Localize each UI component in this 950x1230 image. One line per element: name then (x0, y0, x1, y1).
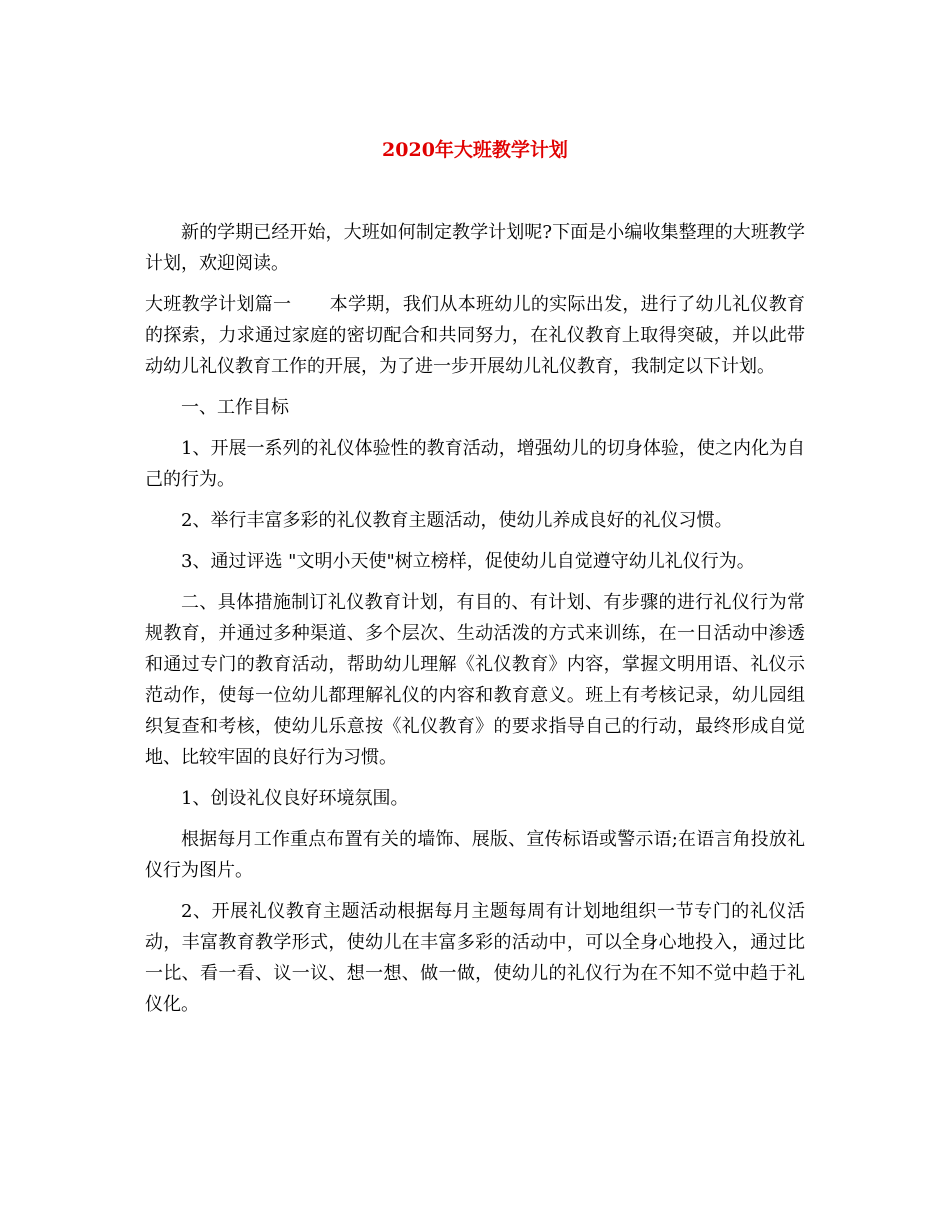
paragraph-intro: 新的学期已经开始，大班如何制定教学计划呢?下面是小编收集整理的大班教学计划，欢迎阅读。 (145, 222, 805, 274)
goal-item-2: 2、举行丰富多彩的礼仪教育主题活动，使幼儿养成良好的礼仪习惯。 (181, 510, 733, 531)
section-one-text: 本学期，我们从本班幼儿的实际出发，进行了幼儿礼仪教育的探索，力求通过家庭的密切配合和共同努力，在礼仪教育上取得突破，并以此带动幼儿礼仪教育工作的开展，为了进一步开展幼儿礼仪教育，我制定以下计划。 (145, 294, 806, 377)
section-label: 大班教学计划篇一 (145, 294, 292, 315)
measure-item-2: 2、开展礼仪教育主题活动根据每月主题每周有计划地组织一节专门的礼仪活动，丰富教育教学形式，使幼儿在丰富多彩的活动中，可以全身心地投入，通过比一比、看一看、议一议、想一想、做一做，使幼儿的礼仪行为在不知不觉中趋于礼仪化。 (145, 901, 805, 1015)
goal-item-1: 1、开展一系列的礼仪体验性的教育活动，增强幼儿的切身体验，使之内化为自己的行为。 (145, 438, 805, 490)
measure-item-1: 1、创设礼仪良好环境氛围。 (181, 788, 409, 809)
goal-item-3: 3、通过评选 "文明小天使"树立榜样，促使幼儿自觉遵守幼儿礼仪行为。 (181, 551, 755, 572)
heading-work-goals: 一、工作目标 (181, 397, 289, 418)
paragraph-measures: 二、具体措施制订礼仪教育计划，有目的、有计划、有步骤的进行礼仪行为常规教育，并通过多种渠道、多个层次、生动活泼的方式来训练，在一日活动中渗透和通过专门的教育活动，帮助幼儿理解《礼仪教育》内容，掌握文明用语、礼仪示范动作，使每一位幼儿都理解礼仪的内容和教育意义。班上有考核记录，幼儿园组织复查和考核，使幼儿乐意按《礼仪教育》的要求指导自己的行动，最终形成自觉地、比较牢固的良好行为习惯。 (145, 592, 805, 768)
measure-item-1-detail: 根据每月工作重点布置有关的墙饰、展版、宣传标语或警示语;在语言角投放礼仪行为图片。 (145, 829, 805, 881)
document-body (145, 217, 805, 1030)
document-title: 2020年大班教学计划 (382, 139, 568, 161)
paragraph-section-one (145, 289, 805, 382)
